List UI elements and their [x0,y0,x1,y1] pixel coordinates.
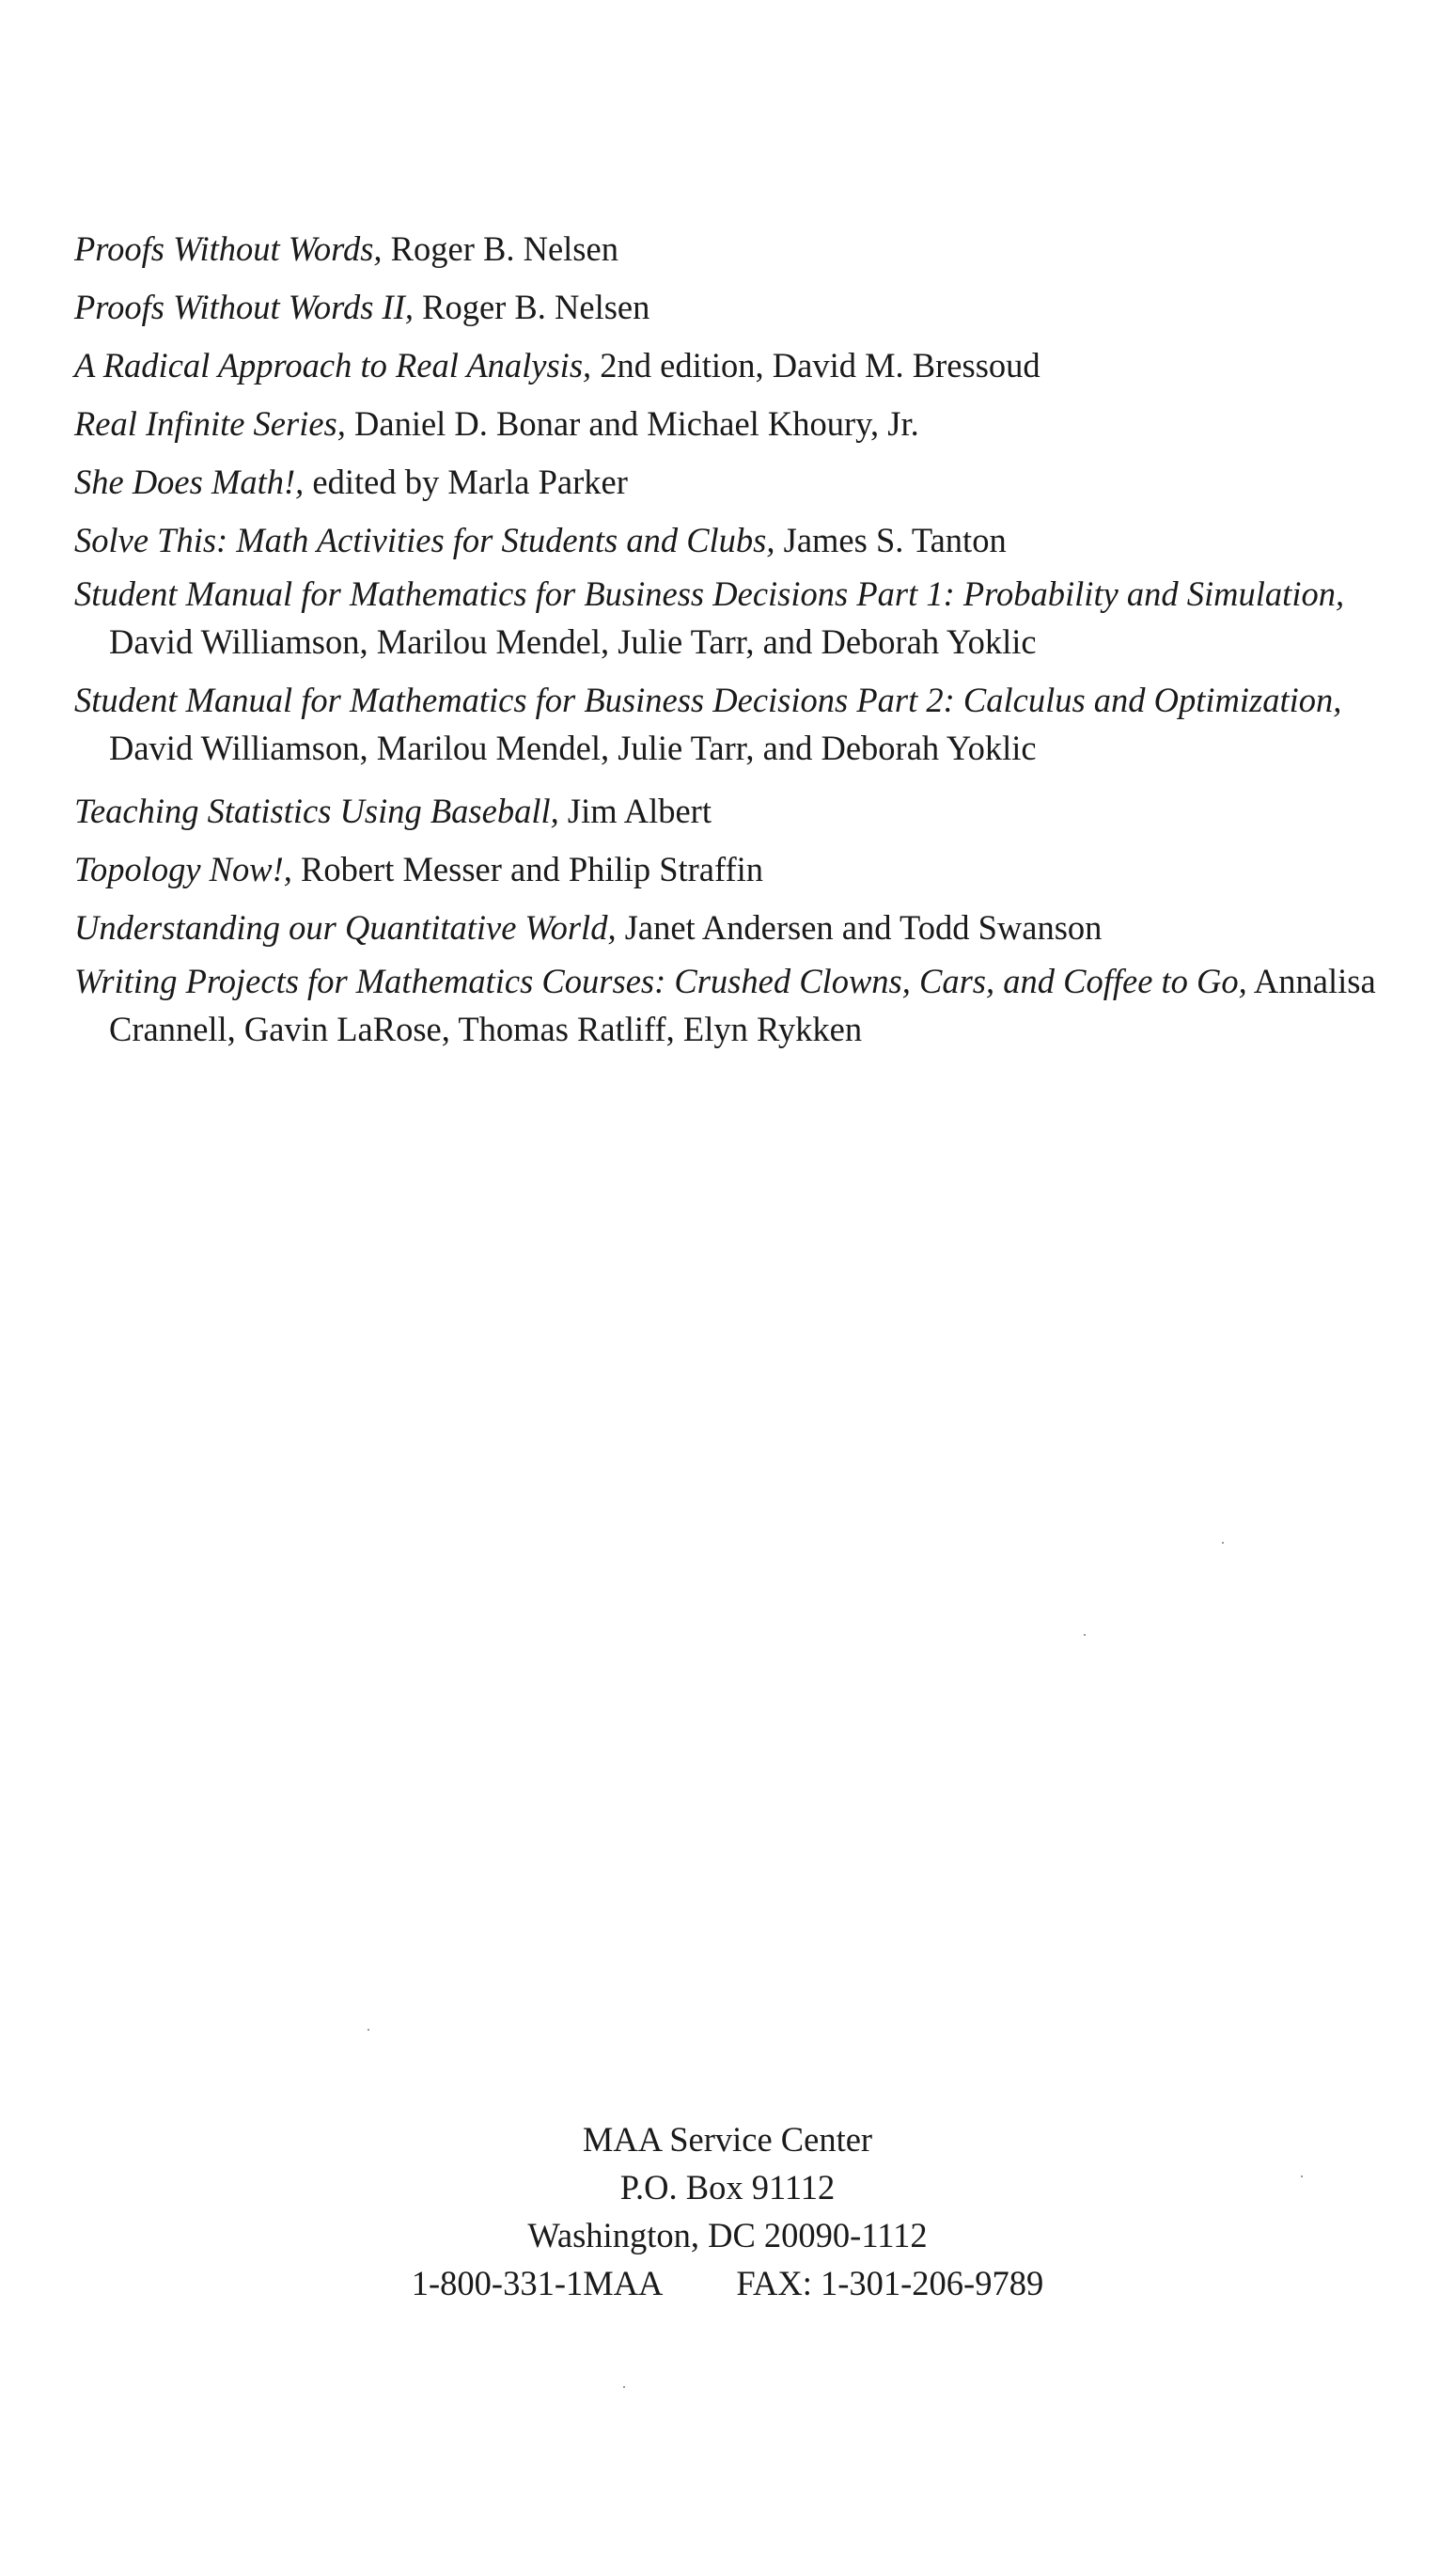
book-details: James S. Tanton [774,521,1007,559]
book-title: Topology Now!, [74,850,292,888]
book-title: Understanding our Quantitative World, [74,908,617,947]
book-title: Teaching Statistics Using Baseball, [74,792,559,830]
book-list [74,220,1390,1053]
book-title: A Radical Approach to Real Analysis, [74,346,592,385]
book-details: Daniel D. Bonar and Michael Khoury, Jr. [345,404,919,443]
contact-row [0,2259,1455,2307]
book-title: Proofs Without Words II, [74,288,414,326]
book-title: Proofs Without Words, [74,229,383,268]
book-details: Roger B. Nelsen [382,229,618,268]
book-details: David Williamson, Marilou Mendel, Julie Tarr, and Deborah Yoklic [109,622,1037,661]
city-line: Washington, DC 20090-1112 [527,2216,928,2254]
book-title: Solve This: Math Activities for Students and Clubs, [74,521,775,559]
book-entry [74,570,1390,666]
book-entry [74,511,1390,570]
book-entry [74,840,1390,899]
book-details: David Williamson, Marilou Mendel, Julie Tarr, and Deborah Yoklic [109,729,1037,767]
book-details: Annalisa Crannell, Gavin LaRose, Thomas Ratliff, Elyn Rykken [109,962,1376,1048]
book-details: edited by Marla Parker [304,463,628,501]
book-title: Real Infinite Series, [74,404,346,443]
scan-speck [368,2029,369,2031]
book-entry [74,782,1390,840]
scan-speck [1222,1542,1224,1544]
book-entry [74,220,1390,278]
book-title: Student Manual for Mathematics for Business Decisions Part 2: Calculus and Optimization, [74,681,1342,719]
service-center-address [0,2115,1455,2307]
book-details: Robert Messer and Philip Straffin [291,850,764,888]
book-details: 2nd edition, David M. Bressoud [591,346,1040,385]
book-entry [74,395,1390,453]
service-center-name: MAA Service Center [582,2120,873,2159]
book-entry [74,957,1390,1053]
scan-speck [1301,2175,1303,2177]
scan-speck [1084,1634,1086,1636]
book-entry [74,278,1390,337]
book-entry [74,899,1390,957]
book-details: Roger B. Nelsen [413,288,650,326]
phone-number: 1-800-331-1MAA [411,2264,664,2302]
book-title: Student Manual for Mathematics for Business Decisions Part 1: Probability and Simulation, [74,574,1345,613]
scan-speck [623,2386,625,2388]
book-details: Jim Albert [558,792,712,830]
book-entry [74,676,1390,772]
book-entry [74,453,1390,511]
book-title: Writing Projects for Mathematics Courses: Crushed Clowns, Cars, and Coffee to Go, [74,962,1247,1000]
book-title: She Does Math!, [74,463,305,501]
fax-number: FAX: 1-301-206-9789 [736,2264,1044,2302]
po-box: P.O. Box 91112 [619,2168,836,2207]
book-details: Janet Andersen and Todd Swanson [616,908,1103,947]
book-entry [74,337,1390,395]
